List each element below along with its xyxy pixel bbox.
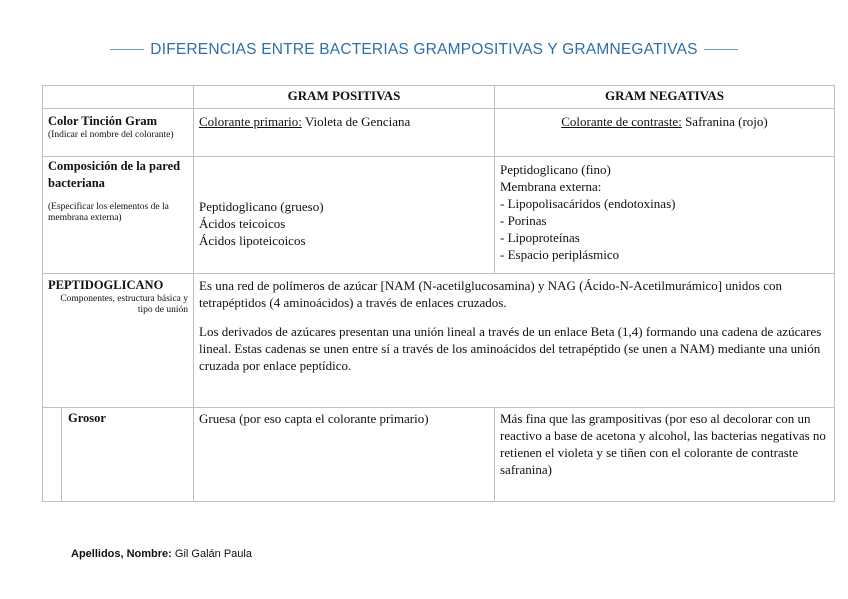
- header-row: [43, 86, 835, 109]
- list-item: Peptidoglicano (fino): [500, 162, 611, 177]
- title-text: DIFERENCIAS ENTRE BACTERIAS GRAMPOSITIVAS Y GRAMNEGATIVAS: [150, 41, 698, 58]
- row-label-peptidoglicano: PEPTIDOGLICANO: [48, 278, 164, 292]
- header-gram-positivas: GRAM POSITIVAS: [194, 86, 495, 109]
- composicion-positive-cell: [194, 157, 495, 274]
- row-peptidoglicano: [43, 274, 835, 408]
- list-item: Membrana externa:: [500, 179, 602, 194]
- color-negative-cell: [495, 109, 835, 157]
- header-gram-negativas: GRAM NEGATIVAS: [495, 86, 835, 109]
- row-label-color: Color Tinción Gram: [48, 114, 158, 128]
- color-negative-prefix: Colorante de contraste:: [561, 114, 682, 129]
- pept-paragraph-1: Es una red de polímeros de azúcar [NAM (N-acetilglucosamina) y NAG (Ácido-N-Acetilmurámico] unidos con tetrapéptidos (4 aminoácidos) a través de enlaces cruzados.: [199, 278, 783, 310]
- grosor-positive-text: Gruesa (por eso capta el colorante primario): [199, 411, 429, 426]
- comparison-table: [42, 85, 835, 502]
- author-footer: [71, 548, 252, 560]
- header-empty-cell: [43, 86, 194, 109]
- footer-value: Gil Galán Paula: [174, 548, 252, 560]
- row-sublabel-pept-2: tipo de unión: [137, 305, 188, 315]
- title-rule-right: [704, 49, 738, 50]
- composicion-negative-cell: [495, 157, 835, 274]
- pept-paragraph-2: Los derivados de azúcares presentan una unión lineal a través de un enlace Beta (1,4) formando una cadena de azúcares lineal. Estas cadenas se unen entre sí a través de los aminoácidos del tetrapéptido (se unen a NAM) mediante una unión cruzada por enlace peptídico.: [199, 324, 822, 373]
- row-sublabel-color: (Indicar el nombre del colorante): [48, 130, 174, 140]
- row-label-cell: [43, 157, 194, 274]
- row-label-cell: [43, 408, 194, 502]
- grosor-positive-cell: [194, 408, 495, 502]
- row-label-grosor: Grosor: [68, 411, 106, 425]
- list-item: - Porinas: [500, 213, 547, 228]
- color-positive-prefix: Colorante primario:: [199, 114, 302, 129]
- peptidoglicano-description-cell: [194, 274, 835, 408]
- row-color-tincion: [43, 109, 835, 157]
- title-rule-left: [110, 49, 144, 50]
- color-negative-value: Safranina (rojo): [685, 114, 768, 129]
- row-sublabel-composicion: (Especificar los elementos de la membrana externa): [48, 202, 169, 223]
- grosor-indent: [43, 408, 62, 501]
- color-positive-cell: [194, 109, 495, 157]
- list-item: Peptidoglicano (grueso): [199, 199, 324, 214]
- footer-label: Apellidos, Nombre:: [71, 548, 172, 560]
- row-label-cell: [43, 274, 194, 408]
- list-item: - Lipopolisacáridos (endotoxinas): [500, 196, 676, 211]
- list-item: - Espacio periplásmico: [500, 247, 620, 262]
- list-item: Ácidos lipoteicoicos: [199, 233, 306, 248]
- row-grosor: [43, 408, 835, 502]
- grosor-negative-text: Más fina que las grampositivas (por eso al decolorar con un reactivo a base de acetona y alcohol, las bacterias negativas no retienen el violeta y se tiñen con el colorante de contraste safranina): [500, 411, 826, 477]
- color-positive-value: Violeta de Genciana: [304, 114, 411, 129]
- row-composicion: [43, 157, 835, 274]
- row-sublabel-pept-1: Componentes, estructura básica y: [60, 294, 188, 304]
- list-item: - Lipoproteínas: [500, 230, 580, 245]
- grosor-negative-cell: [495, 408, 835, 502]
- row-label-composicion: Composición de la pared bacteriana: [48, 159, 181, 190]
- list-item: Ácidos teicoicos: [199, 216, 286, 231]
- document-title: [0, 41, 848, 59]
- row-label-cell: [43, 109, 194, 157]
